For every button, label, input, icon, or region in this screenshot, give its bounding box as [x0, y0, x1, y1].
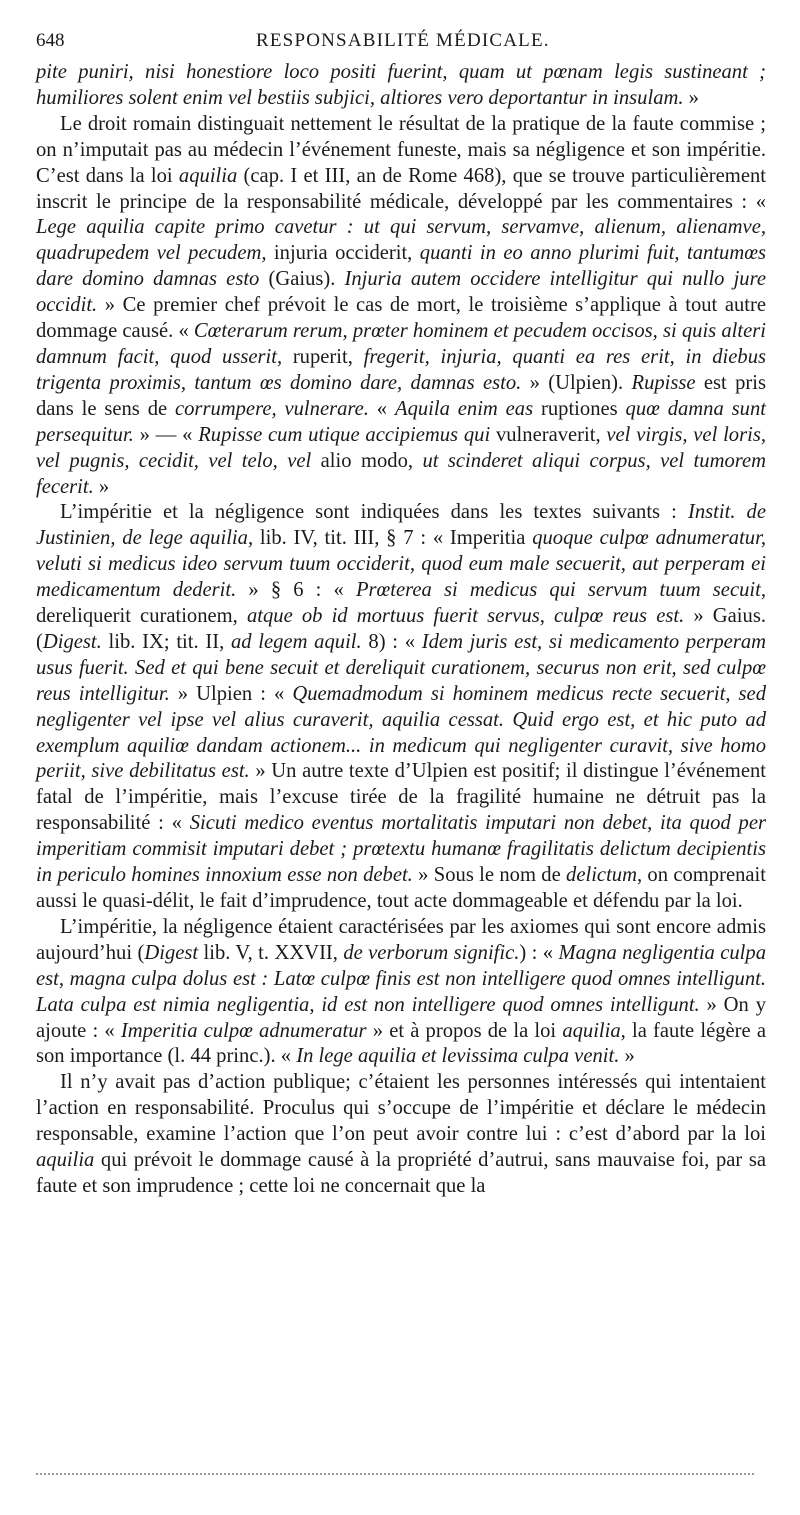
latin-citation: vel virgis, vel loris, vel pugnis, cecidit, vel telo, vel [36, 423, 766, 472]
text-run: » et à propos de la loi [366, 1019, 563, 1042]
latin-citation: corrumpere, vulnerare. [175, 397, 369, 420]
latin-citation: quœ damna sunt persequitur. [36, 397, 766, 446]
latin-citation: pite puniri, nisi honestiore loco positi fuerint, quam ut pœnam legis sustineant ; humiliores solent enim vel bestiis subjici, altiores vero deportantur in insulam. [36, 61, 766, 109]
text-run: est pris dans le sens de [36, 371, 766, 420]
latin-citation: Rupisse cum utique accipiemus qui [198, 423, 491, 446]
latin-citation: Magna negligentia culpa est, magna culpa dolus est : Latœ culpœ finis est non intelligere quod omnes intelligunt. Lata culpa est nimia negligentia, id est non intelligere quod omnes intelligunt. [36, 941, 767, 1016]
text-run: lib. IX; tit. II, [101, 630, 231, 653]
text-run: » [619, 1045, 635, 1068]
paragraph-5 [36, 1070, 766, 1200]
latin-citation: Instit. de Justinien, de lege aquilia, [36, 501, 766, 550]
latin-citation: Quemadmodum si hominem medicus recte secuerit, sed negligenter vel ipse vel alius curaverit, aquilia cessat. Quid ergo est, et hic puto ad exemplum aquiliœ dandam actionem... in medicum qui negligenter curavit, sive homo periit, sive debilitatus est. [36, 682, 766, 783]
text-run: » Gaius. ( [36, 605, 766, 653]
latin-citation: Imperitia culpœ adnumeratur [120, 1019, 367, 1042]
text-run: dereliquerit curationem, [36, 605, 247, 628]
running-title: RESPONSABILITÉ MÉDICALE. [256, 30, 550, 51]
latin-citation: delictum, [566, 864, 643, 887]
text-run: » — « [133, 423, 199, 446]
latin-citation: ut scinderet aliqui corpus, vel tumorem fecerit. [36, 449, 767, 498]
latin-citation: Sicuti medico eventus mortalitatis imputari non debet, ita quod per imperitiam commisit imputari debet ; prœtextu humanœ fragilitatis delictum decipientis in periculo homines innoxium esse non debet. [36, 812, 766, 887]
text-run: vulneraverit, [490, 423, 607, 446]
page-header [36, 30, 766, 60]
text-run: » Ulpien : « [169, 682, 293, 705]
page-number: 648 [36, 30, 65, 51]
text-run: (cap. I et III, an de Rome 468), que se trouve particulièrement inscrit le principe de la responsabilité médicale, développé par les commentaires : « [36, 164, 766, 213]
text-run: injuria occiderit, [266, 242, 420, 265]
footer-rule [36, 1473, 754, 1475]
text-run: » Sous le nom de [412, 864, 567, 887]
text-run: ruptiones [533, 397, 626, 420]
latin-citation: quanti in eo anno plurimi fuit, tantumœs dare domino damnas esto [36, 242, 766, 291]
paragraph-2 [36, 112, 766, 501]
text-run: on comprenait aussi le quasi-délit, le fait d’imprudence, tout acte dommageable et défendu par la loi. [36, 864, 766, 912]
latin-citation: Rupisse [631, 371, 696, 394]
latin-citation: Aquila enim eas [394, 397, 534, 420]
latin-citation: Injuria autem occidere intelligitur qui nullo jure occidit. [36, 268, 766, 317]
latin-citation: ad legem aquil. [230, 630, 362, 653]
latin-citation: Digest [144, 941, 199, 964]
latin-citation: Lege aquilia capite primo cavetur : ut qui servum, servamve, alienum, alienamve, quadrupedem vel pecudem, [36, 216, 766, 265]
text-run: » Un autre texte d’Ulpien est positif; il distingue l’événement fatal de l’impéritie, mais l’excuse tirée de la fragilité humaine ne détruit pas la responsabilité : « [36, 760, 766, 835]
latin-citation: atque ob id mortuus fuerit servus, culpœ reus est. [246, 605, 685, 628]
text-run: » (Ulpien). [521, 371, 632, 394]
latin-citation: Digest. [42, 630, 102, 653]
text-run: ruperit, [282, 345, 364, 368]
text-run: (Gaius). [259, 268, 345, 291]
text-run: » [93, 475, 110, 498]
text-run: » Ce premier chef prévoit le cas de mort, le troisième s’applique à tout autre dommage causé. « [36, 294, 766, 343]
text-run: Il n’y avait pas d’action publique; c’étaient les personnes intéressés qui intentaient l’action en responsabilité. Proculus qui s’occupe de l’impéritie et déclare le médecin responsable, examine l’action que l’on peut avoir contre lui : c’est d’abord par la loi [36, 1071, 766, 1146]
text-run: » § 6 : « [236, 579, 356, 602]
latin-citation: Idem juris est, si medicamento perperam usus fuerit. Sed et qui bene secuit et dereliquit curationem, securus non erit, sed culpœ reus intelligitur. [36, 630, 766, 705]
latin-citation: In lege aquilia et levissima culpa venit. [296, 1045, 620, 1068]
text-run: ) : « [519, 941, 559, 964]
text-run: lib. V, t. XXVII, [198, 941, 344, 964]
text-run: la faute légère a son importance (l. 44 princ.). « [36, 1019, 766, 1068]
text-run: Le droit romain distinguait nettement le résultat de la pratique de la faute commise ; on n’imputait pas au médecin l’événement funeste, mais sa négligence et son impéritie. C’est dans la loi [36, 112, 766, 187]
paragraph-4 [36, 915, 766, 1070]
text-run: « [368, 397, 395, 420]
latin-citation: aquilia [178, 164, 238, 187]
text-run: L’impéritie, la négligence étaient caractérisées par les axiomes qui sont encore admis aujourd’hui ( [36, 915, 766, 964]
text-run: qui prévoit le dommage causé à la propriété d’autrui, sans mauvaise foi, par sa faute et son imprudence ; cette loi ne concernait que la [36, 1149, 766, 1197]
text-run: lib. IV, tit. III, § 7 : « Imperitia [253, 527, 533, 550]
body-text [36, 60, 766, 1200]
paragraph-3 [36, 500, 766, 915]
text-run: alio modo, [311, 449, 423, 472]
text-run: » [683, 86, 699, 109]
latin-citation: fregerit, injuria, quanti ea res erit, in diebus trigenta proximis, tantum œs domino dare, damnas esto. [36, 345, 767, 394]
latin-citation: aquilia [36, 1149, 95, 1172]
latin-citation: aquilia, [562, 1019, 626, 1042]
text-run: 8) : « [361, 630, 422, 653]
latin-citation: Prœterea si medicus qui servum tuum secuit, [355, 579, 766, 602]
latin-citation: de verborum signific. [343, 941, 520, 964]
latin-citation: quoque culpœ adnumeratur, veluti si medicus ideo servum tuum occiderit, quod eum male secuerit, aut perperam ei medicamentum dederit. [36, 527, 766, 602]
paragraph-1 [36, 60, 766, 112]
text-run: L’impéritie et la négligence sont indiquées dans les textes suivants : [60, 501, 688, 524]
text-run: » On y ajoute : « [36, 993, 766, 1042]
latin-citation: Cœterarum rerum, prœter hominem et pecudem occisos, si quis alteri damnum facit, quod usserit, [36, 320, 766, 368]
